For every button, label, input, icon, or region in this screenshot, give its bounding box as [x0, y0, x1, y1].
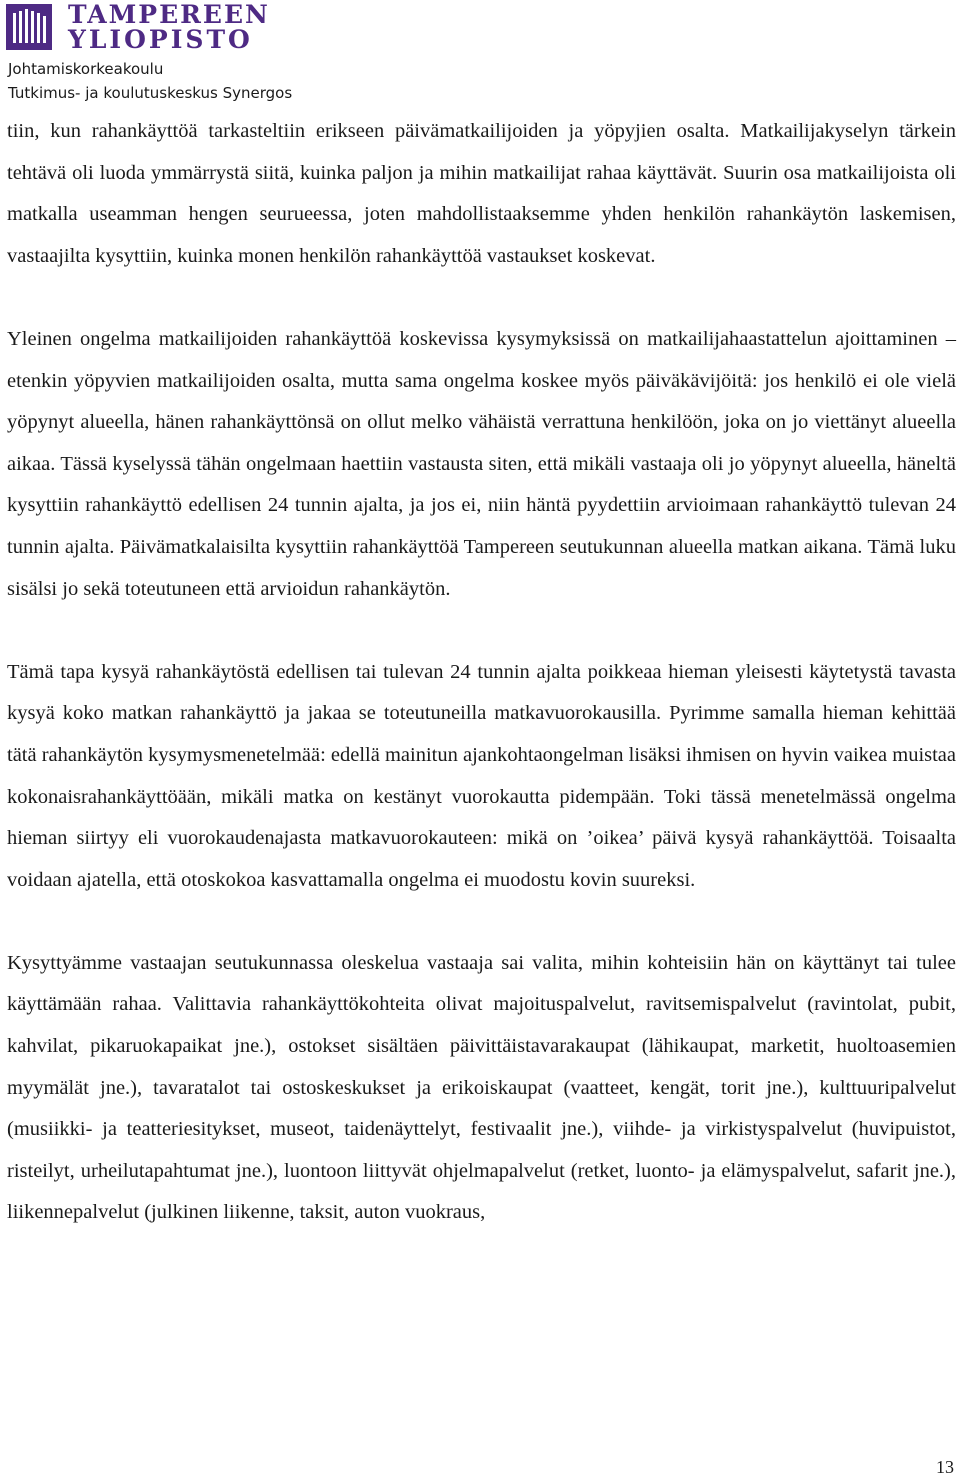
university-logo-text: [68, 2, 270, 52]
paragraph-1: tiin, kun rahankäyttöä tarkasteltiin erikseen päivämatkailijoiden ja yöpyjien osalta. Matkailijakyselyn tärkein tehtävä oli luoda ymmärrystä siitä, kuinka paljon ja mihin matkailijat rahaa käyttävät. Suurin osa matkailijoista oli matkalla useamman hengen seurueessa, joten mahdollistaaksemme yhden henkilön rahankäytön laskemisen, vastaajilta kysyttiin, kuinka monen henkilön rahankäyttöä vastaukset koskevat.: [7, 120, 956, 267]
page-header: [6, 2, 426, 106]
paragraph-3: Tämä tapa kysyä rahankäytöstä edellisen tai tulevan 24 tunnin ajalta poikkeaa hieman yleisesti käytetystä tavasta kysyä koko matkan rahankäyttö ja jakaa se toteutuneilla matkavuorokausilla. Pyrimme samalla hieman kehittää tätä rahankäytön kysymysmenetelmää: edellä mainitun ajankohtaongelman lisäksi ihmisen on hyvin vaikea muistaa kokonaisrahankäyttöään, mikäli matka on kestänyt vuorokautta pidempään. Toki tässä menetelmässä ongelma hieman siirtyy eli vuorokaudenajasta matkavuorokauteen: mikä on ’oikea’ päivä kysyä rahankäyttöä. Toisaalta voidaan ajatella, että otoskokoa kasvattamalla ongelma ei muodostu kovin suureksi.: [7, 660, 957, 891]
department-name: Johtamiskorkeakoulu: [8, 60, 164, 78]
document-body: [7, 111, 956, 1234]
paragraph-4: Kysyttyämme vastaajan seutukunnassa oleskelua vastaaja sai valita, mihin kohteisiin hän on käyttänyt tai tulee käyttämään rahaa. Valittavia rahankäyttökohteita olivat majoituspalvelut, ravitsemispalvelut (ravintolat, pubit, kahvilat, pikaruokapaikat jne.), ostokset sisältäen päivittäistavarakaupat (lähikaupat, marketit, huoltoasemien myymälät jne.), tavaratalot tai ostoskeskukset ja erikoiskaupat (vaatteet, kengät, torit jne.), kulttuuripalvelut (musiikki- ja teatteriesitykset, museot, taidenäyttelyt, festivaalit jne.), viihde- ja virkistyspalvelut (huvipuistot, risteilyt, urheilutapahtumat jne.), luontoon liittyvät ohjelmapalvelut (retket, luonto- ja elämyspalvelut, safarit jne.), liikennepalvelut (julkinen liikenne, taksit, auton vuokraus,: [7, 951, 956, 1224]
paragraph-2: Yleinen ongelma matkailijoiden rahankäyttöä koskevissa kysymyksissä on matkailijahaastattelun ajoittaminen – etenkin yöpyvien matkailijoiden osalta, mutta sama ongelma koskee myös päiväkävijöitä: jos henkilö ei ole vielä yöpynyt alueella, hänen rahankäyttönsä on ollut melko vähäistä verrattuna henkilöön, joka on jo viettänyt alueella aikaa. Tässä kyselyssä tähän ongelmaan haettiin vastausta siten, että mikäli vastaaja oli jo yöpynyt alueella, häneltä kysyttiin rahankäyttö edellisen 24 tunnin ajalta, ja jos ei, niin häntä pyydettiin arvioimaan rahankäyttö tulevan 24 tunnin ajalta. Päivämatkalaisilta kysyttiin rahankäyttöä Tampereen seutukunnan alueella matkan aikana. Tämä luku sisälsi jo sekä toteutuneen että arvioidun rahankäytön.: [7, 327, 956, 600]
logo-line-1: TAMPEREEN: [68, 0, 270, 29]
logo-line-2: YLIOPISTO: [68, 25, 253, 54]
university-emblem-icon: [6, 4, 52, 50]
unit-name: Tutkimus- ja koulutuskeskus Synergos: [8, 84, 293, 102]
page-number: 13: [936, 1457, 954, 1477]
department-block: [8, 57, 292, 105]
